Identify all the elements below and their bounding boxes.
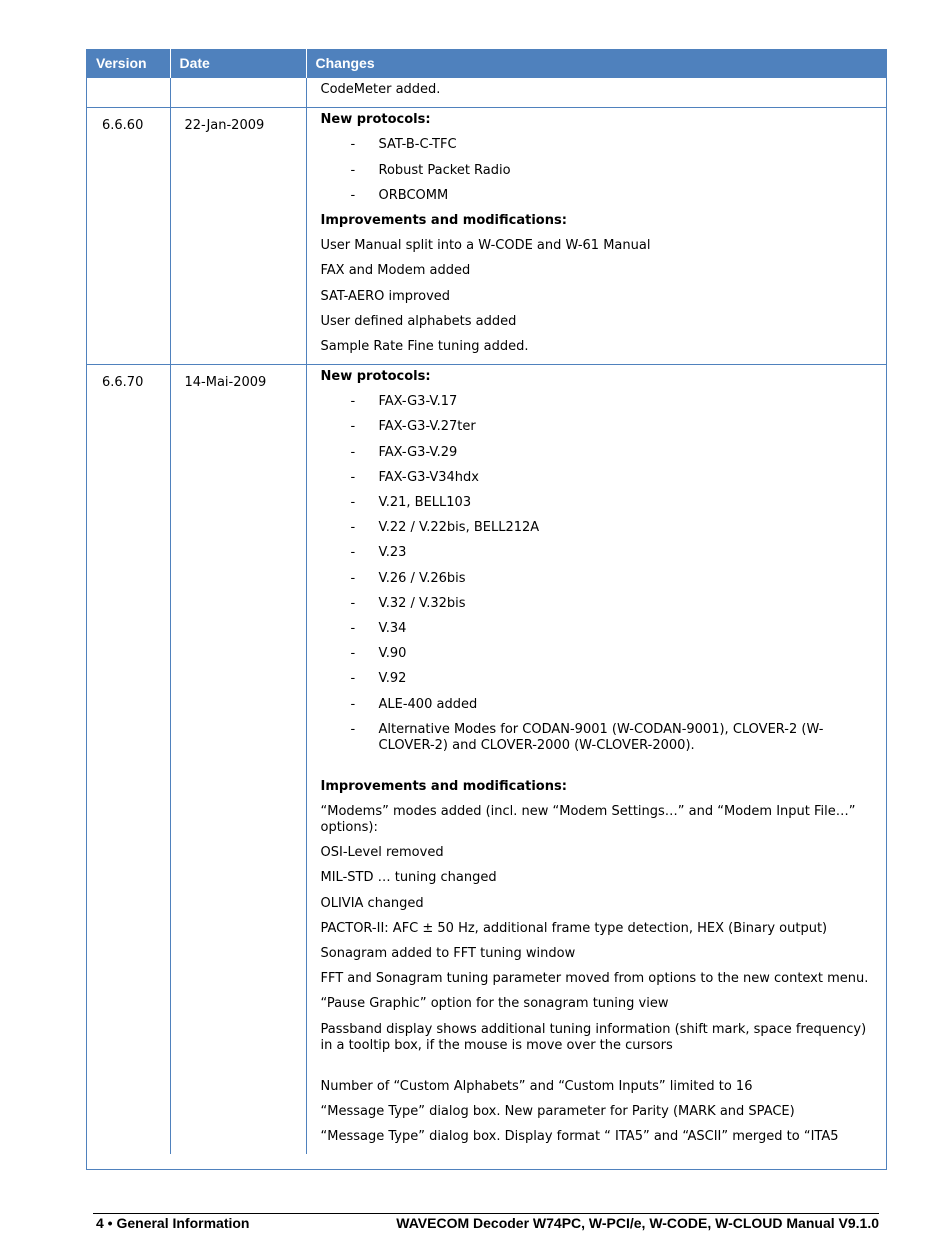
table-header-row xyxy=(87,49,886,78)
change-line: User Manual split into a W-CODE and W-61 Manual xyxy=(320,238,651,254)
bullet-text: ORBCOMM xyxy=(378,187,449,203)
bullet-dash: - xyxy=(350,721,356,737)
spacer xyxy=(321,1063,875,1079)
bullet-item xyxy=(321,722,875,754)
section-heading: Improvements and modifications: xyxy=(320,212,567,228)
bullet-item xyxy=(321,571,875,587)
header-date: Date xyxy=(170,49,306,78)
bullet-text: V.32 / V.32bis xyxy=(378,595,466,611)
date-cell xyxy=(170,78,306,108)
bullet-item xyxy=(321,596,875,612)
change-line: Sample Rate Fine tuning added. xyxy=(320,338,529,354)
bullet-text: V.92 xyxy=(378,671,407,687)
change-line: PACTOR-II: AFC ± 50 Hz, additional frame type detection, HEX (Binary output) xyxy=(320,920,828,936)
bullet-text: FAX-G3-V.29 xyxy=(378,444,458,460)
table-row xyxy=(87,78,886,108)
bullet-item xyxy=(321,646,875,662)
change-line: MIL-STD … tuning changed xyxy=(320,870,497,886)
table-row xyxy=(87,108,886,365)
revision-history-table-container xyxy=(86,49,887,1170)
header-changes: Changes xyxy=(306,49,886,78)
change-line: “Pause Graphic” option for the sonagram tuning view xyxy=(320,996,669,1012)
bullet-item xyxy=(321,545,875,561)
bullet-dash: - xyxy=(350,545,356,561)
section-heading: New protocols: xyxy=(320,112,431,128)
change-line: “Modems” modes added (incl. new “Modem Settings…” and “Modem Input File…” options): xyxy=(320,804,856,836)
bullet-item xyxy=(321,697,875,713)
footer-rule xyxy=(93,1213,879,1214)
bullet-dash: - xyxy=(350,696,356,712)
bullet-dash: - xyxy=(350,419,356,435)
version-cell: 6.6.60 xyxy=(87,108,170,365)
change-line: “Message Type” dialog box. Display format “ ITA5” and “ASCII” merged to “ITA5 xyxy=(320,1129,839,1145)
spacer xyxy=(321,763,875,779)
bullet-dash: - xyxy=(350,137,356,153)
change-line: CodeMeter added. xyxy=(320,82,441,97)
change-line: FAX and Modem added xyxy=(320,263,471,279)
bullet-text: V.90 xyxy=(378,646,407,662)
section-heading: New protocols: xyxy=(320,369,431,385)
change-line: Sonagram added to FFT tuning window xyxy=(320,946,576,961)
footer-section-label: 4 • General Information xyxy=(96,1215,250,1231)
bullet-dash: - xyxy=(350,394,356,410)
bullet-text: FAX-G3-V.27ter xyxy=(378,419,476,435)
change-line: FFT and Sonagram tuning parameter moved from options to the new context menu. xyxy=(320,971,869,987)
bullet-dash: - xyxy=(350,671,356,687)
bullet-dash: - xyxy=(350,162,356,178)
bullet-dash: - xyxy=(350,520,356,536)
bullet-dash: - xyxy=(350,646,356,662)
footer-manual-title: WAVECOM Decoder W74PC, W-PCI/e, W-CODE, W-CLOUD Manual V9.1.0 xyxy=(396,1215,879,1231)
change-line: Number of “Custom Alphabets” and “Custom Inputs” limited to 16 xyxy=(320,1078,753,1094)
bullet-item xyxy=(321,671,875,687)
bullet-text: FAX-G3-V.17 xyxy=(378,394,458,410)
bullet-dash: - xyxy=(350,444,356,460)
revision-history-table xyxy=(87,49,886,1154)
bullet-item xyxy=(321,520,875,536)
date-cell: 14-Mai-2009 xyxy=(170,365,306,1155)
changes-cell xyxy=(306,108,886,365)
change-line: Passband display shows additional tuning information (shift mark, space frequency) in a tooltip box, if the mouse is move over the cursors xyxy=(320,1021,867,1053)
bullet-item xyxy=(321,621,875,637)
version-cell xyxy=(87,78,170,108)
bullet-dash: - xyxy=(350,187,356,203)
bullet-text: SAT-B-C-TFC xyxy=(378,137,457,153)
bullet-item xyxy=(321,163,875,179)
date-cell: 22-Jan-2009 xyxy=(170,108,306,365)
section-heading: Improvements and modifications: xyxy=(320,778,567,794)
bullet-text: Robust Packet Radio xyxy=(378,162,511,178)
change-line: OSI-Level removed xyxy=(320,845,444,861)
bullet-dash: - xyxy=(350,495,356,510)
change-line: “Message Type” dialog box. New parameter for Parity (MARK and SPACE) xyxy=(320,1103,795,1119)
bullet-text: V.22 / V.22bis, BELL212A xyxy=(378,520,540,536)
bullet-dash: - xyxy=(350,469,356,485)
bullet-item xyxy=(321,394,875,410)
bullet-item xyxy=(321,419,875,435)
table-body xyxy=(87,78,886,1155)
bullet-text: FAX-G3-V34hdx xyxy=(378,469,479,485)
bullet-item xyxy=(321,137,875,153)
bullet-text: Alternative Modes for CODAN-9001 (W-CODAN-9001), CLOVER-2 (W-CLOVER-2) and CLOVER-2000 (W-CLOVER-2000). xyxy=(378,721,824,753)
bullet-item xyxy=(321,495,875,511)
change-line: User defined alphabets added xyxy=(320,313,517,329)
version-cell: 6.6.70 xyxy=(87,365,170,1155)
bullet-dash: - xyxy=(350,620,356,636)
bullet-item xyxy=(321,188,875,204)
header-version: Version xyxy=(87,49,170,78)
bullet-item xyxy=(321,445,875,461)
change-line: OLIVIA changed xyxy=(320,895,424,911)
table-row xyxy=(87,365,886,1155)
bullet-text: V.23 xyxy=(378,545,407,561)
bullet-text: V.26 / V.26bis xyxy=(378,570,466,586)
bullet-dash: - xyxy=(350,595,356,611)
changes-cell xyxy=(306,78,886,108)
bullet-item xyxy=(321,470,875,486)
change-line: SAT-AERO improved xyxy=(320,288,451,304)
bullet-dash: - xyxy=(350,570,356,586)
bullet-text: ALE-400 added xyxy=(378,696,478,712)
changes-cell xyxy=(306,365,886,1155)
bullet-text: V.21, BELL103 xyxy=(378,495,472,510)
bullet-text: V.34 xyxy=(378,620,407,636)
